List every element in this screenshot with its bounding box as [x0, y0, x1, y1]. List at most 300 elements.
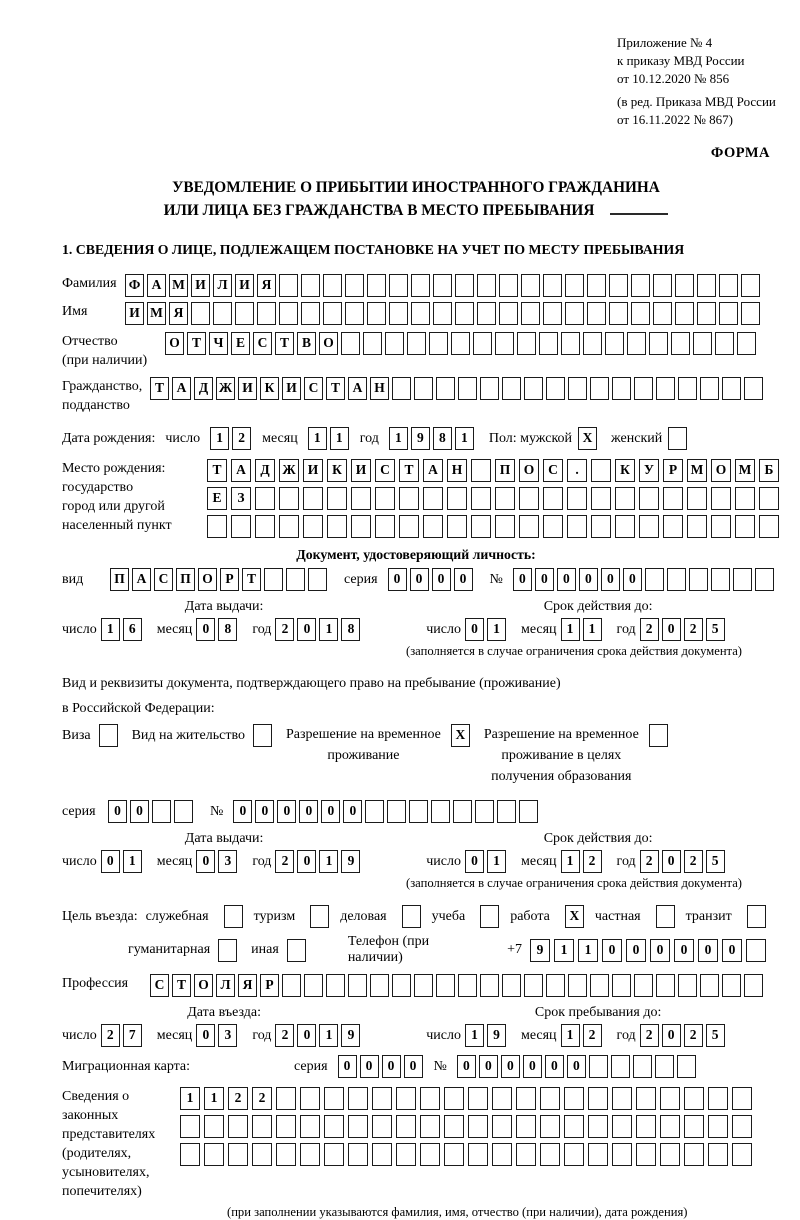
char-cell[interactable]: [675, 302, 694, 325]
char-cell[interactable]: 1: [180, 1087, 200, 1110]
char-cell[interactable]: А: [348, 377, 367, 400]
char-cell[interactable]: Я: [238, 974, 257, 997]
char-cell[interactable]: А: [231, 459, 251, 482]
char-cell[interactable]: [396, 1087, 416, 1110]
char-cell[interactable]: С: [375, 459, 395, 482]
entry-year-cells[interactable]: [275, 1024, 363, 1047]
char-cell[interactable]: [684, 1087, 704, 1110]
char-cell[interactable]: [471, 459, 491, 482]
char-cell[interactable]: М: [147, 302, 166, 325]
char-cell[interactable]: [697, 274, 716, 297]
char-cell[interactable]: [255, 487, 275, 510]
doc-expiry-month-cells[interactable]: [561, 618, 605, 641]
char-cell[interactable]: [660, 1115, 680, 1138]
char-cell[interactable]: [392, 974, 411, 997]
char-cell[interactable]: [304, 974, 323, 997]
char-cell[interactable]: И: [238, 377, 257, 400]
char-cell[interactable]: П: [110, 568, 129, 591]
char-cell[interactable]: [519, 487, 539, 510]
char-cell[interactable]: [502, 974, 521, 997]
char-cell[interactable]: О: [519, 459, 539, 482]
char-cell[interactable]: [207, 515, 227, 538]
char-cell[interactable]: [567, 515, 587, 538]
char-cell[interactable]: 0: [108, 800, 127, 823]
purpose-humanitarian-checkbox[interactable]: [218, 939, 237, 962]
char-cell[interactable]: [191, 302, 210, 325]
char-cell[interactable]: [561, 332, 580, 355]
char-cell[interactable]: [693, 332, 712, 355]
char-cell[interactable]: 0: [601, 568, 620, 591]
char-cell[interactable]: 1: [561, 618, 580, 641]
char-cell[interactable]: 2: [275, 1024, 294, 1047]
char-cell[interactable]: [387, 800, 406, 823]
char-cell[interactable]: 6: [123, 618, 142, 641]
char-cell[interactable]: [711, 568, 730, 591]
char-cell[interactable]: 9: [341, 850, 360, 873]
char-cell[interactable]: [429, 332, 448, 355]
char-cell[interactable]: О: [711, 459, 731, 482]
char-cell[interactable]: [279, 515, 299, 538]
doc-expiry-day-cells[interactable]: [465, 618, 509, 641]
char-cell[interactable]: 0: [297, 1024, 316, 1047]
char-cell[interactable]: 1: [319, 1024, 338, 1047]
char-cell[interactable]: [677, 1055, 696, 1078]
char-cell[interactable]: [590, 377, 609, 400]
char-cell[interactable]: [711, 515, 731, 538]
char-cell[interactable]: 2: [684, 1024, 703, 1047]
char-cell[interactable]: [711, 487, 731, 510]
char-cell[interactable]: [468, 1087, 488, 1110]
char-cell[interactable]: [663, 487, 683, 510]
residence-issue-day-cells[interactable]: [101, 850, 145, 873]
char-cell[interactable]: [367, 302, 386, 325]
residence-expiry-day-cells[interactable]: [465, 850, 509, 873]
char-cell[interactable]: 1: [465, 1024, 484, 1047]
char-cell[interactable]: [420, 1087, 440, 1110]
char-cell[interactable]: Т: [207, 459, 227, 482]
char-cell[interactable]: 0: [626, 939, 646, 962]
char-cell[interactable]: [436, 377, 455, 400]
char-cell[interactable]: 0: [545, 1055, 564, 1078]
char-cell[interactable]: 0: [602, 939, 622, 962]
char-cell[interactable]: 3: [218, 850, 237, 873]
char-cell[interactable]: 2: [583, 850, 602, 873]
char-cell[interactable]: 1: [319, 850, 338, 873]
char-cell[interactable]: Л: [216, 974, 235, 997]
char-cell[interactable]: [495, 515, 515, 538]
char-cell[interactable]: [565, 274, 584, 297]
char-cell[interactable]: 0: [465, 850, 484, 873]
char-cell[interactable]: [301, 302, 320, 325]
char-cell[interactable]: [719, 302, 738, 325]
char-cell[interactable]: 0: [513, 568, 532, 591]
char-cell[interactable]: [324, 1115, 344, 1138]
char-cell[interactable]: [407, 332, 426, 355]
char-cell[interactable]: [519, 800, 538, 823]
char-cell[interactable]: [367, 274, 386, 297]
char-cell[interactable]: [375, 515, 395, 538]
char-cell[interactable]: [276, 1087, 296, 1110]
char-cell[interactable]: [370, 974, 389, 997]
char-cell[interactable]: [255, 515, 275, 538]
char-cell[interactable]: Т: [172, 974, 191, 997]
char-cell[interactable]: [499, 274, 518, 297]
char-cell[interactable]: З: [231, 487, 251, 510]
entry-month-cells[interactable]: [196, 1024, 240, 1047]
char-cell[interactable]: [492, 1115, 512, 1138]
char-cell[interactable]: [348, 974, 367, 997]
char-cell[interactable]: [392, 377, 411, 400]
char-cell[interactable]: [737, 332, 756, 355]
char-cell[interactable]: 1: [123, 850, 142, 873]
char-cell[interactable]: 0: [662, 618, 681, 641]
char-cell[interactable]: [700, 377, 719, 400]
char-cell[interactable]: [521, 302, 540, 325]
char-cell[interactable]: 9: [341, 1024, 360, 1047]
char-cell[interactable]: [583, 332, 602, 355]
char-cell[interactable]: [303, 515, 323, 538]
char-cell[interactable]: [543, 274, 562, 297]
char-cell[interactable]: [517, 332, 536, 355]
char-cell[interactable]: [372, 1087, 392, 1110]
birth-place-cells-row2[interactable]: [207, 487, 783, 510]
char-cell[interactable]: [455, 302, 474, 325]
char-cell[interactable]: Н: [447, 459, 467, 482]
char-cell[interactable]: 9: [530, 939, 550, 962]
char-cell[interactable]: [235, 302, 254, 325]
char-cell[interactable]: [228, 1115, 248, 1138]
char-cell[interactable]: [588, 1115, 608, 1138]
doc-expiry-year-cells[interactable]: [640, 618, 728, 641]
phone-cells[interactable]: [530, 939, 770, 962]
migration-series-cells[interactable]: [338, 1055, 426, 1078]
stay-day-cells[interactable]: [465, 1024, 509, 1047]
char-cell[interactable]: Т: [242, 568, 261, 591]
char-cell[interactable]: [697, 302, 716, 325]
char-cell[interactable]: [759, 515, 779, 538]
char-cell[interactable]: М: [687, 459, 707, 482]
char-cell[interactable]: [326, 974, 345, 997]
stay-month-cells[interactable]: [561, 1024, 605, 1047]
title-blank-underline[interactable]: [610, 200, 668, 215]
char-cell[interactable]: К: [615, 459, 635, 482]
char-cell[interactable]: [633, 1055, 652, 1078]
char-cell[interactable]: [455, 274, 474, 297]
char-cell[interactable]: [540, 1115, 560, 1138]
char-cell[interactable]: О: [165, 332, 184, 355]
char-cell[interactable]: 0: [343, 800, 362, 823]
char-cell[interactable]: 0: [650, 939, 670, 962]
doc-number-cells[interactable]: [513, 568, 777, 591]
char-cell[interactable]: 0: [196, 850, 215, 873]
char-cell[interactable]: 1: [210, 427, 229, 450]
char-cell[interactable]: [609, 302, 628, 325]
char-cell[interactable]: У: [639, 459, 659, 482]
char-cell[interactable]: [744, 377, 763, 400]
char-cell[interactable]: [612, 377, 631, 400]
char-cell[interactable]: 8: [218, 618, 237, 641]
char-cell[interactable]: [477, 274, 496, 297]
representatives-cells-row2[interactable]: [180, 1115, 756, 1138]
char-cell[interactable]: Т: [275, 332, 294, 355]
migration-number-cells[interactable]: [457, 1055, 699, 1078]
birth-day-cells[interactable]: [210, 427, 254, 450]
char-cell[interactable]: [636, 1087, 656, 1110]
char-cell[interactable]: [372, 1115, 392, 1138]
patronymic-cells[interactable]: [165, 332, 759, 355]
char-cell[interactable]: [564, 1087, 584, 1110]
char-cell[interactable]: [671, 332, 690, 355]
char-cell[interactable]: 2: [275, 618, 294, 641]
char-cell[interactable]: [475, 800, 494, 823]
char-cell[interactable]: [385, 332, 404, 355]
char-cell[interactable]: [308, 568, 327, 591]
char-cell[interactable]: 2: [684, 850, 703, 873]
entry-day-cells[interactable]: [101, 1024, 145, 1047]
char-cell[interactable]: Б: [759, 459, 779, 482]
doc-series-cells[interactable]: [388, 568, 476, 591]
char-cell[interactable]: [687, 487, 707, 510]
char-cell[interactable]: [351, 487, 371, 510]
char-cell[interactable]: 0: [338, 1055, 357, 1078]
purpose-work-checkbox[interactable]: X: [565, 905, 584, 928]
char-cell[interactable]: [612, 1087, 632, 1110]
char-cell[interactable]: [663, 515, 683, 538]
char-cell[interactable]: [471, 487, 491, 510]
char-cell[interactable]: [656, 974, 675, 997]
char-cell[interactable]: [615, 515, 635, 538]
char-cell[interactable]: 1: [561, 850, 580, 873]
char-cell[interactable]: 2: [640, 1024, 659, 1047]
representatives-cells-row1[interactable]: [180, 1087, 756, 1110]
char-cell[interactable]: [543, 302, 562, 325]
char-cell[interactable]: [451, 332, 470, 355]
char-cell[interactable]: 1: [561, 1024, 580, 1047]
char-cell[interactable]: М: [169, 274, 188, 297]
char-cell[interactable]: 0: [382, 1055, 401, 1078]
char-cell[interactable]: [433, 274, 452, 297]
char-cell[interactable]: [231, 515, 251, 538]
char-cell[interactable]: [516, 1115, 536, 1138]
char-cell[interactable]: И: [235, 274, 254, 297]
char-cell[interactable]: 0: [432, 568, 451, 591]
char-cell[interactable]: 2: [228, 1087, 248, 1110]
char-cell[interactable]: Я: [257, 274, 276, 297]
char-cell[interactable]: [539, 332, 558, 355]
char-cell[interactable]: 0: [255, 800, 274, 823]
char-cell[interactable]: [444, 1087, 464, 1110]
char-cell[interactable]: [300, 1115, 320, 1138]
char-cell[interactable]: [351, 515, 371, 538]
char-cell[interactable]: 0: [557, 568, 576, 591]
char-cell[interactable]: 5: [706, 850, 725, 873]
char-cell[interactable]: [468, 1115, 488, 1138]
char-cell[interactable]: [634, 974, 653, 997]
char-cell[interactable]: [708, 1115, 728, 1138]
char-cell[interactable]: Ж: [216, 377, 235, 400]
char-cell[interactable]: [345, 274, 364, 297]
char-cell[interactable]: 0: [321, 800, 340, 823]
char-cell[interactable]: 0: [457, 1055, 476, 1078]
birth-place-cells-row1[interactable]: [207, 459, 783, 482]
char-cell[interactable]: 1: [308, 427, 327, 450]
char-cell[interactable]: К: [327, 459, 347, 482]
char-cell[interactable]: 0: [196, 1024, 215, 1047]
char-cell[interactable]: [746, 939, 766, 962]
char-cell[interactable]: [152, 800, 171, 823]
char-cell[interactable]: [678, 974, 697, 997]
char-cell[interactable]: 9: [487, 1024, 506, 1047]
char-cell[interactable]: [300, 1087, 320, 1110]
birth-month-cells[interactable]: [308, 427, 352, 450]
char-cell[interactable]: 0: [579, 568, 598, 591]
char-cell[interactable]: [324, 1087, 344, 1110]
char-cell[interactable]: [543, 487, 563, 510]
char-cell[interactable]: 2: [583, 1024, 602, 1047]
char-cell[interactable]: [589, 1055, 608, 1078]
char-cell[interactable]: [631, 302, 650, 325]
char-cell[interactable]: 1: [487, 850, 506, 873]
char-cell[interactable]: Т: [326, 377, 345, 400]
char-cell[interactable]: Т: [399, 459, 419, 482]
char-cell[interactable]: 0: [299, 800, 318, 823]
char-cell[interactable]: [204, 1115, 224, 1138]
char-cell[interactable]: [180, 1115, 200, 1138]
char-cell[interactable]: [458, 974, 477, 997]
char-cell[interactable]: [634, 377, 653, 400]
char-cell[interactable]: [687, 515, 707, 538]
char-cell[interactable]: [732, 1087, 752, 1110]
temp-residence-checkbox[interactable]: X: [451, 724, 470, 747]
doc-issue-day-cells[interactable]: [101, 618, 145, 641]
char-cell[interactable]: [276, 1115, 296, 1138]
char-cell[interactable]: [423, 487, 443, 510]
char-cell[interactable]: [591, 487, 611, 510]
char-cell[interactable]: А: [147, 274, 166, 297]
char-cell[interactable]: [524, 377, 543, 400]
char-cell[interactable]: 1: [101, 618, 120, 641]
char-cell[interactable]: С: [154, 568, 173, 591]
char-cell[interactable]: М: [735, 459, 755, 482]
char-cell[interactable]: 2: [275, 850, 294, 873]
char-cell[interactable]: [516, 1087, 536, 1110]
char-cell[interactable]: 0: [674, 939, 694, 962]
char-cell[interactable]: [656, 377, 675, 400]
char-cell[interactable]: [639, 487, 659, 510]
char-cell[interactable]: [365, 800, 384, 823]
char-cell[interactable]: 0: [523, 1055, 542, 1078]
char-cell[interactable]: [564, 1115, 584, 1138]
char-cell[interactable]: [653, 302, 672, 325]
char-cell[interactable]: А: [423, 459, 443, 482]
char-cell[interactable]: [755, 568, 774, 591]
char-cell[interactable]: [627, 332, 646, 355]
char-cell[interactable]: К: [260, 377, 279, 400]
char-cell[interactable]: 9: [411, 427, 430, 450]
char-cell[interactable]: И: [191, 274, 210, 297]
char-cell[interactable]: 2: [640, 850, 659, 873]
char-cell[interactable]: [174, 800, 193, 823]
char-cell[interactable]: [675, 274, 694, 297]
residence-number-cells[interactable]: [233, 800, 541, 823]
doc-kind-cells[interactable]: [110, 568, 330, 591]
char-cell[interactable]: [423, 515, 443, 538]
char-cell[interactable]: 0: [465, 618, 484, 641]
char-cell[interactable]: 2: [232, 427, 251, 450]
char-cell[interactable]: [639, 515, 659, 538]
char-cell[interactable]: [279, 487, 299, 510]
char-cell[interactable]: [431, 800, 450, 823]
char-cell[interactable]: [636, 1115, 656, 1138]
char-cell[interactable]: [286, 568, 305, 591]
char-cell[interactable]: [744, 974, 763, 997]
char-cell[interactable]: [759, 487, 779, 510]
char-cell[interactable]: [609, 274, 628, 297]
char-cell[interactable]: [612, 974, 631, 997]
char-cell[interactable]: [546, 974, 565, 997]
char-cell[interactable]: С: [304, 377, 323, 400]
char-cell[interactable]: Т: [150, 377, 169, 400]
char-cell[interactable]: 0: [297, 850, 316, 873]
char-cell[interactable]: [568, 974, 587, 997]
char-cell[interactable]: 8: [433, 427, 452, 450]
char-cell[interactable]: [363, 332, 382, 355]
char-cell[interactable]: 7: [123, 1024, 142, 1047]
char-cell[interactable]: [615, 487, 635, 510]
char-cell[interactable]: [715, 332, 734, 355]
char-cell[interactable]: [444, 1115, 464, 1138]
char-cell[interactable]: [543, 515, 563, 538]
char-cell[interactable]: [565, 302, 584, 325]
purpose-tourism-checkbox[interactable]: [310, 905, 329, 928]
char-cell[interactable]: [345, 302, 364, 325]
char-cell[interactable]: Р: [663, 459, 683, 482]
char-cell[interactable]: [568, 377, 587, 400]
char-cell[interactable]: [213, 302, 232, 325]
char-cell[interactable]: 0: [479, 1055, 498, 1078]
char-cell[interactable]: [264, 568, 283, 591]
char-cell[interactable]: [477, 302, 496, 325]
char-cell[interactable]: [540, 1087, 560, 1110]
char-cell[interactable]: 2: [252, 1087, 272, 1110]
char-cell[interactable]: [279, 302, 298, 325]
char-cell[interactable]: [497, 800, 516, 823]
char-cell[interactable]: 1: [487, 618, 506, 641]
char-cell[interactable]: 1: [389, 427, 408, 450]
char-cell[interactable]: 0: [360, 1055, 379, 1078]
char-cell[interactable]: Е: [231, 332, 250, 355]
char-cell[interactable]: А: [172, 377, 191, 400]
char-cell[interactable]: 0: [101, 850, 120, 873]
char-cell[interactable]: 1: [554, 939, 574, 962]
char-cell[interactable]: [735, 515, 755, 538]
char-cell[interactable]: И: [125, 302, 144, 325]
residence-permit-checkbox[interactable]: [253, 724, 272, 747]
purpose-other-checkbox[interactable]: [287, 939, 306, 962]
doc-issue-month-cells[interactable]: [196, 618, 240, 641]
char-cell[interactable]: [649, 332, 668, 355]
char-cell[interactable]: Р: [220, 568, 239, 591]
char-cell[interactable]: 2: [684, 618, 703, 641]
char-cell[interactable]: [458, 377, 477, 400]
char-cell[interactable]: [722, 974, 741, 997]
char-cell[interactable]: [399, 515, 419, 538]
char-cell[interactable]: Д: [194, 377, 213, 400]
char-cell[interactable]: .: [567, 459, 587, 482]
char-cell[interactable]: 0: [501, 1055, 520, 1078]
char-cell[interactable]: 0: [567, 1055, 586, 1078]
char-cell[interactable]: С: [253, 332, 272, 355]
